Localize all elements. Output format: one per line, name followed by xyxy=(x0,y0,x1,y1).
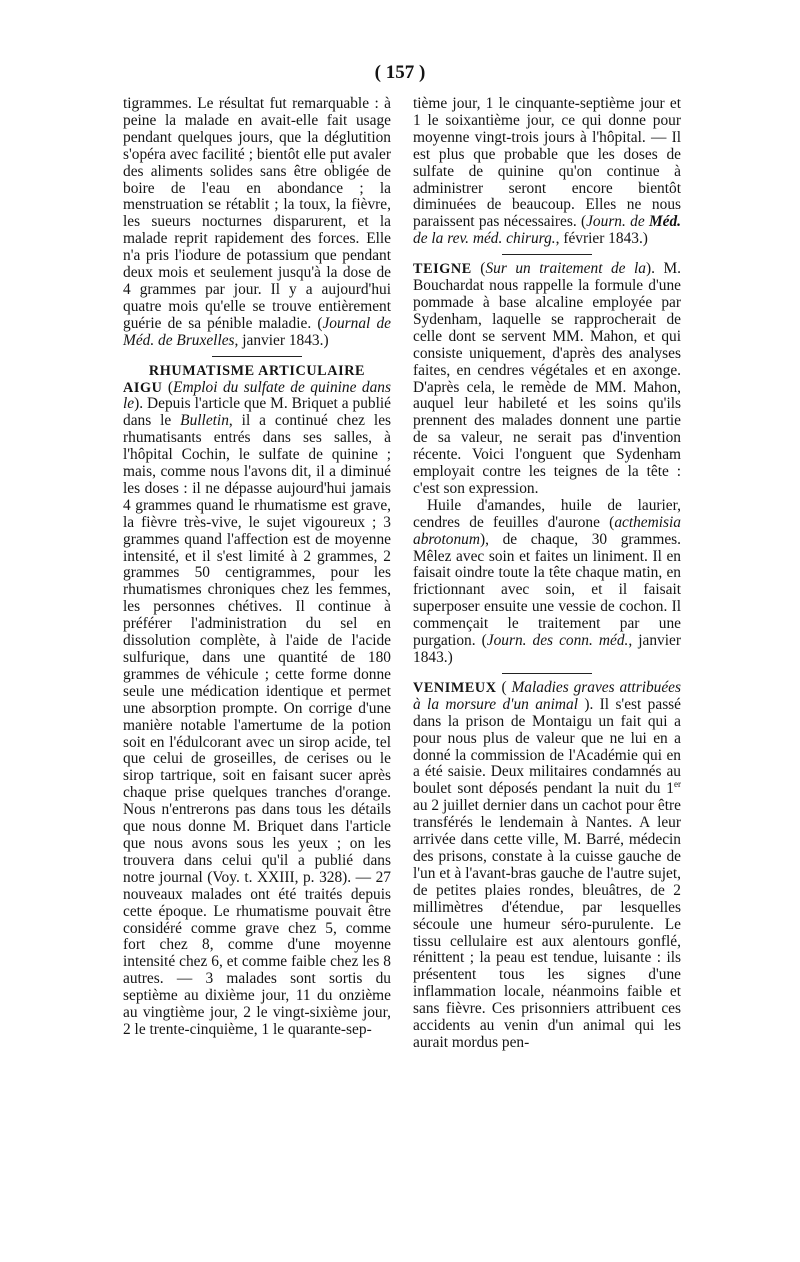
venimeux-article xyxy=(413,680,681,1052)
continuation-source-date: , février 1843.) xyxy=(555,230,648,248)
venimeux-text-b: au 2 juillet dernier dans un cachot pour être transférés le lendemain à Nantes. A leur arrivée dans cette ville, M. Barré, médecin des prisons, constate à la cuisse gauche de l'un et à l'avant-bras gauche de l'autre sujet, de petites plaies rondes, bleuâtres, de 2 millimètres d'étendue, par lesquelles sécoule une humeur séro-purulente. Le tissu cellulaire est aux alentours gonflé, rénittent ; la peau est tendue, luisante : ils présentent tous les signes d'une inflammation locale, néanmoins faible et sans fièvre. Ces prisonniers attribuent ces accidents au venin d'un animal qui les aurait mordus pen- xyxy=(413,797,681,1051)
intro-source-journal: Journal de Méd. de Bruxelles xyxy=(123,314,391,349)
rhumatisme-subtitle: Emploi du sulfate de quinine dans le xyxy=(123,378,391,413)
continuation-source-bold: Méd. xyxy=(648,213,681,231)
venimeux-subtitle: Maladies graves attribuées à la morsure d'un animal xyxy=(413,678,682,713)
teigne-subtitle: Sur un traitement de la xyxy=(485,260,646,278)
venimeux-text-a: ). Il s'est passé dans la prison de Montaigu un fait qui a pour nous plus de valeur que ne lui en a donné la commission de l'Académie qui en a été saisie. Deux militaires condamnés au boulet sont déposés pendant la nuit du 1 xyxy=(413,695,681,798)
continuation-text: tième jour, 1 le cinquante-septième jour et 1 le soixantième jour, ce qui donne pour moyenne vingt-trois jours à l'hôpital. — Il est plus que probable que les doses de sulfate de quinine qu'on continue à administrer seront encore bientôt diminuées de beaucoup. Elles ne nous paraissent pas nécessaires. xyxy=(413,95,681,231)
right-column xyxy=(413,96,681,1052)
rhumatisme-heading: RHUMATISME ARTICULAIRE xyxy=(148,362,366,379)
rhumatisme-subtitle-open: ( xyxy=(162,378,174,396)
rhumatisme-text-b: , il a continué chez les rhumatisants entrés dans ses salles, à l'hôpital Cochin, le sulfate de quinine ; mais, comme nous l'avons dit, il a diminué les doses : il ne dépasse aujourd'hui jamais 4 grammes quand le rhumatisme est grave, la fièvre très-vive, le sujet vigoureux ; 3 grammes quand l'affection est de moyenne intensité, et il s'est limité à 2 grammes, 2 grammes 50 centigrammes, pour les rhumatismes chroniques chez les femmes, les personnes chétives. Il continue à préférer l'administration du sel en dissolution complète, à l'aide de l'acide sulfurique, dans une quantité de 180 grammes de véhicule ; cette forme donne seule une médication identique et permet une absorption prompte. On corrige d'une manière notable l'amertume de la potion soit en l'édulcorant avec un sirop acide, tel que celui de groseilles, de cerises ou le sirop tartrique, soit en faisant sucer après chaque prise quelques tranches d'orange. Nous n'entrerons pas dans tous les détails que nous donne M. Briquet dans l'article que nous avons sous les yeux ; on les trouvera dans celui qu'il a publié dans notre journal (Voy. t. XXIII, p. 328). — 27 nouveaux malades ont été traités depuis cette époque. Le rhumatisme pouvait être considéré comme grave chez 5, comme fort chez 8, comme d'une moyenne intensité chez 6, et comme faible chez les 8 autres. — 3 malades sont sortis du septième au dixième jour, 11 du onzième au vingtième jour, 2 le vingt-sixième jour, 2 le trente-cinquième, 1 le quarante-sep- xyxy=(123,412,392,1038)
teigne-subtitle-open: ( xyxy=(471,260,486,278)
teigne-source-journal: Journ. des conn. méd. xyxy=(486,632,629,650)
venimeux-subtitle-open: ( xyxy=(496,678,512,696)
intro-source-open: ( xyxy=(317,314,323,332)
intro-paragraph xyxy=(123,96,391,350)
venimeux-superscript: er xyxy=(674,779,681,790)
teigne-source-date: , janvier 1843.) xyxy=(413,632,681,666)
teigne-recipe xyxy=(413,498,681,667)
page-number: ( 157 ) xyxy=(374,62,426,83)
teigne-article xyxy=(413,261,681,498)
rhumatisme-article xyxy=(123,363,391,1039)
continuation-source-open: ( xyxy=(576,213,587,231)
continuation-source-a: Journ. de xyxy=(586,213,649,231)
intro-text: tigrammes. Le résultat fut remarquable : à peine la malade en avait-elle fait usage pendant quelques jours, que la déglutition s'opéra avec facilité ; bientôt elle put avaler des aliments solides sans être obligée de boire de l'eau en abondance ; la menstruation se rétablit ; la toux, la fièvre, les sueurs nocturnes disparurent, et la malade reprit rapidement des forces. Elle n'a pris l'iodure de potassium que pendant deux mois et seulement jusqu'à la dose de 4 grammes par jour. Il y a aujourd'hui quatre mois qu'elle se trouve entièrement guérie de sa pénible maladie. xyxy=(123,95,391,332)
continuation-paragraph xyxy=(413,96,681,248)
venimeux-heading: VENIMEUX xyxy=(413,679,497,696)
rhumatisme-text-a: ). Depuis l'article que M. Briquet a publié dans le xyxy=(123,395,391,430)
teigne-recipe-b: ), de chaque, 30 grammes. Mêlez avec soin et faites un liniment. Il en faisait oindre toute la tête chaque matin, en frictionnant avec soin, et il faisait superposer ensuite une vessie de cochon. Il commençait le traitement par une purgation. xyxy=(413,530,681,650)
teigne-heading: TEIGNE xyxy=(413,261,472,278)
section-divider xyxy=(502,673,592,674)
rhumatisme-journal: Bulletin xyxy=(180,412,229,430)
section-divider xyxy=(212,356,302,357)
teigne-recipe-a: Huile d'amandes, huile de laurier, cendres de feuilles d'aurone ( xyxy=(413,496,681,531)
section-divider xyxy=(502,254,592,255)
left-column xyxy=(123,96,391,1039)
rhumatisme-heading-cont: AIGU xyxy=(123,379,163,396)
intro-source-date: , janvier 1843.) xyxy=(234,331,329,349)
teigne-source-open: ( xyxy=(475,632,487,650)
teigne-text-a: ). M. Bouchardat nous rappelle la formule d'une pommade à base alcaline employée par Sydenham, laquelle se rapprocherait de celle dont se servent MM. Mahon, et qui consiste uniquement, d'après des analyses faites, en cendres végétales et en axonge. D'après cela, le remède de MM. Mahon, auquel leur habileté et les soins qu'ils prennent des malades donnent une partie de sa valeur, ne serait pas d'invention récente. Voici l'onguent que Sydenham employait contre les teignes de la tête : c'est son expression. xyxy=(413,260,681,497)
continuation-source-b: de la rev. méd. chirurg. xyxy=(413,230,556,248)
teigne-recipe-plant: acthemisia abrotonum xyxy=(413,513,681,548)
